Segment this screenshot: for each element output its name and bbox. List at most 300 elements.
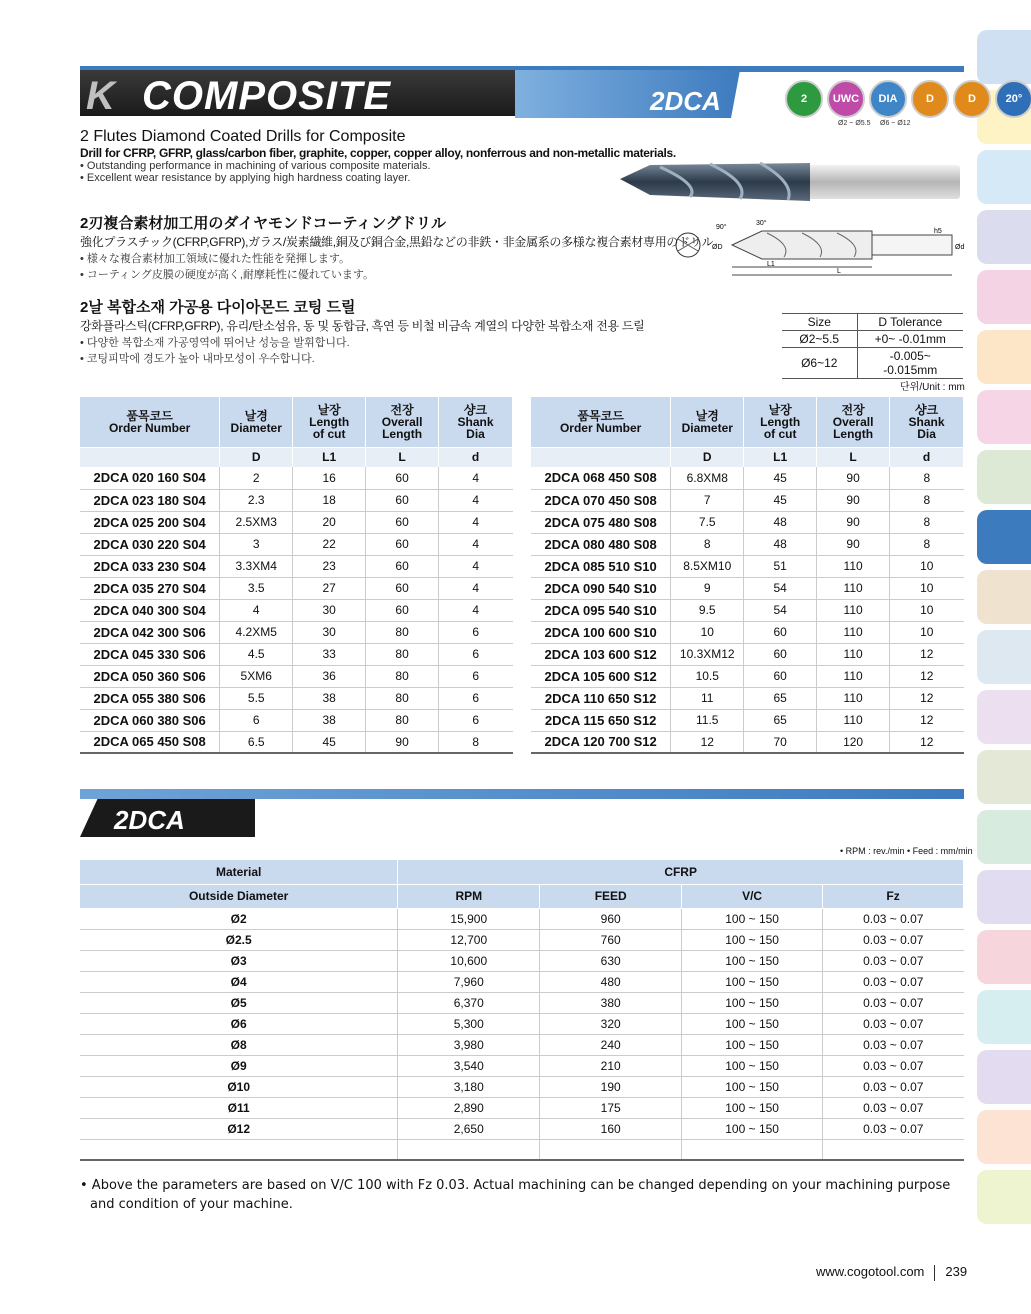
tolerance-header: [782, 314, 963, 331]
diameter-header-kr: 날경: [244, 408, 268, 423]
badge-caption-small: Ø2 ~ Ø5.5: [838, 120, 871, 127]
spec-cell: 2DCA 110 650 S12: [531, 687, 671, 709]
length-of-cut-header: [744, 397, 817, 447]
feature-badge: 2: [785, 80, 823, 118]
cutting-cell: 0.03 ~ 0.07: [823, 1013, 964, 1034]
table-row: [531, 665, 964, 687]
table-row: [80, 1139, 964, 1160]
angle-30: 30°: [756, 220, 767, 227]
spec-cell: 10: [671, 621, 744, 643]
jp-description: 強化プラスチック(CFRP,GFRP),ガラス/炭素繊維,銅及び銅合金,黒鉛などの非鉄・非金属系の多様な複合素材専用のドリル: [80, 235, 714, 249]
cutting-cell: Ø2: [80, 908, 398, 929]
section-tab[interactable]: [977, 930, 1031, 984]
table-row: [531, 599, 964, 621]
cutting-cell: 480: [540, 971, 682, 992]
spec-cell: 38: [293, 687, 366, 709]
spec-cell: 10: [890, 599, 964, 621]
en-bullet: • Excellent wear resistance by applying high hardness coating layer.: [80, 172, 676, 184]
table-row: [80, 1118, 964, 1139]
cutting-cell: [823, 1139, 964, 1160]
order-header-kr: 품목코드: [126, 408, 173, 423]
cutting-cell: 0.03 ~ 0.07: [823, 992, 964, 1013]
spec-cell: 60: [366, 533, 439, 555]
feature-badge: 20°: [995, 80, 1031, 118]
cutting-cell: 12,700: [398, 929, 540, 950]
spec-cell: 90: [817, 511, 890, 533]
cutting-cell: 175: [540, 1097, 682, 1118]
spec-cell: 60: [366, 599, 439, 621]
spec-cell: 18: [293, 489, 366, 511]
spec-cell: 6: [439, 621, 513, 643]
spec-cell: 4: [439, 533, 513, 555]
table-row: [80, 1097, 964, 1118]
table-row: [80, 489, 513, 511]
cutting-cell: Ø9: [80, 1055, 398, 1076]
spec-cell: 8: [671, 533, 744, 555]
spec-cell: 27: [293, 577, 366, 599]
spec-cell: 11.5: [671, 709, 744, 731]
sub-l1: L1: [293, 447, 366, 467]
cutting-cell: Ø11: [80, 1097, 398, 1118]
spec-cell: 60: [744, 621, 817, 643]
tolerance-value: +0~ -0.01mm: [857, 331, 963, 348]
spec-cell: 2DCA 042 300 S06: [80, 621, 220, 643]
spec-cell: 5XM6: [220, 665, 293, 687]
spec-cell: 9.5: [671, 599, 744, 621]
cutting-cell: 3,180: [398, 1076, 540, 1097]
cutting-header-cell: FEED: [540, 884, 682, 908]
cutting-cell: 0.03 ~ 0.07: [823, 1055, 964, 1076]
feature-badges: [785, 80, 1031, 118]
spec-cell: 10: [890, 555, 964, 577]
table-row: [80, 467, 513, 489]
table-row: [531, 709, 964, 731]
oal-header-kr: 전장: [390, 402, 414, 417]
section-tab[interactable]: [977, 870, 1031, 924]
table-row: [531, 489, 964, 511]
oal-header-en: Overall: [832, 414, 874, 429]
section-tab[interactable]: [977, 1170, 1031, 1224]
spec-cell: 60: [744, 665, 817, 687]
jp-title: 2刃複合素材加工用のダイヤモンドコーティングドリル: [80, 215, 446, 232]
unit-label: 단위/Unit : mm: [900, 382, 965, 393]
cutting-cell: 100 ~ 150: [682, 908, 823, 929]
cutting-cell: Ø3: [80, 950, 398, 971]
cutting-cell: 100 ~ 150: [682, 1013, 823, 1034]
order-header-kr: 품목코드: [577, 408, 624, 423]
cutting-cell: 100 ~ 150: [682, 1055, 823, 1076]
units-legend: • RPM : rev./min • Feed : mm/min: [840, 846, 973, 856]
table-row: [80, 511, 513, 533]
cutting-cell: Ø10: [80, 1076, 398, 1097]
shank-header-en2: Dia: [917, 426, 936, 441]
spec-cell: 11: [671, 687, 744, 709]
diameter-header-en: Diameter: [681, 420, 733, 435]
cutting-conditions-table: [80, 860, 964, 1161]
spec-cell: 120: [817, 731, 890, 753]
table-row: [80, 908, 964, 929]
spec-cell: 30: [293, 599, 366, 621]
section-tab[interactable]: [977, 1110, 1031, 1164]
spec-cell: 2DCA 065 450 S08: [80, 731, 220, 753]
cutting-cell: Ø5: [80, 992, 398, 1013]
order-number-header: [80, 397, 220, 447]
spec-cell: 8: [890, 511, 964, 533]
od-label: ØD: [712, 244, 723, 251]
spec-cell: 33: [293, 643, 366, 665]
shank-header-en: Shank: [457, 414, 494, 429]
cutting-cell: 0.03 ~ 0.07: [823, 908, 964, 929]
spec-cell: 110: [817, 621, 890, 643]
cutting-cell: Ø8: [80, 1034, 398, 1055]
table-row: [80, 1055, 964, 1076]
korean-intro: [80, 296, 644, 366]
loc-header-en: Length: [760, 414, 801, 429]
tolerance-size: Ø2~5.5: [782, 331, 857, 348]
spec-cell: 12: [890, 643, 964, 665]
spec-cell: 2DCA 100 600 S10: [531, 621, 671, 643]
table-row: [80, 599, 513, 621]
en-bullet: • Outstanding performance in machining of various composite materials.: [80, 160, 676, 172]
tolerance-header-size: Size: [782, 314, 857, 331]
l1-label: L1: [767, 261, 775, 268]
spec-cell: 30: [293, 621, 366, 643]
brand-title: COMPOSITE: [142, 74, 392, 118]
section-tab[interactable]: [977, 330, 1031, 384]
overall-length-header: [817, 397, 890, 447]
cutting-cell: 0.03 ~ 0.07: [823, 950, 964, 971]
shank-header-kr: 샹크: [914, 402, 939, 417]
order-header-en: Order Number: [108, 420, 191, 435]
oal-header-en: Overall: [381, 414, 423, 429]
spec-cell: 6: [439, 687, 513, 709]
spec-cell: 2DCA 030 220 S04: [80, 533, 220, 555]
table-row: [80, 709, 513, 731]
tolerance-row: [782, 331, 963, 348]
cutting-header-cell: Outside Diameter: [80, 884, 398, 908]
spec-cell: 60: [366, 511, 439, 533]
spec-cell: 7: [671, 489, 744, 511]
length-of-cut-header: [293, 397, 366, 447]
spec-cell: 2: [220, 467, 293, 489]
section-tab[interactable]: [977, 210, 1031, 264]
japanese-intro: [80, 212, 713, 282]
cutting-cell: 0.03 ~ 0.07: [823, 1118, 964, 1139]
spec-cell: 6: [439, 709, 513, 731]
spec-cell: 6: [220, 709, 293, 731]
page-number: 239: [945, 1264, 968, 1279]
table-row: [80, 643, 513, 665]
spec-cell: 10.3XM12: [671, 643, 744, 665]
spec-cell: 2DCA 105 600 S12: [531, 665, 671, 687]
table-row: [80, 1076, 964, 1097]
cutting-cell: Ø12: [80, 1118, 398, 1139]
cutting-cell: 3,980: [398, 1034, 540, 1055]
spec-cell: 2DCA 103 600 S12: [531, 643, 671, 665]
cutting-cell: [80, 1139, 398, 1160]
tolerance-row: [782, 348, 963, 379]
cutting-header-rule: [80, 789, 964, 799]
cutting-cell: 2,650: [398, 1118, 540, 1139]
cutting-cell: [682, 1139, 823, 1160]
sub-d: D: [220, 447, 293, 467]
spec-cell: 4: [439, 511, 513, 533]
cutting-cell: [540, 1139, 682, 1160]
spec-cell: 110: [817, 577, 890, 599]
cutting-cell: 100 ~ 150: [682, 929, 823, 950]
spec-cell: 38: [293, 709, 366, 731]
spec-cell: 2DCA 050 360 S06: [80, 665, 220, 687]
spec-cell: 2DCA 090 540 S10: [531, 577, 671, 599]
spec-cell: 12: [890, 687, 964, 709]
drill-photo: [620, 155, 965, 215]
sub-shank-d: d: [439, 447, 513, 467]
spec-cell: 60: [366, 467, 439, 489]
kr-bullet: • 다양한 복합소재 가공영역에 뛰어난 성능을 발휘합니다.: [80, 334, 644, 350]
cutting-cell: 100 ~ 150: [682, 1076, 823, 1097]
brand-box: [80, 70, 515, 116]
spec-cell: 90: [366, 731, 439, 753]
cutting-cell: 3,540: [398, 1055, 540, 1076]
spec-cell: 60: [744, 643, 817, 665]
spec-cell: 6.5: [220, 731, 293, 753]
table-row: [80, 555, 513, 577]
spec-cell: 80: [366, 709, 439, 731]
spec-cell: 2DCA 040 300 S04: [80, 599, 220, 621]
page-header: [80, 66, 1023, 127]
spec-table-right: [531, 397, 964, 754]
english-intro: [80, 128, 676, 184]
loc-header-en2: of cut: [312, 426, 346, 441]
product-code: 2DCA: [650, 86, 721, 116]
drill-outline: [732, 231, 872, 259]
cutting-header-cell: RPM: [398, 884, 540, 908]
section-tab[interactable]: [977, 510, 1031, 564]
spec-cell: 7.5: [671, 511, 744, 533]
shank-outline: [872, 235, 952, 255]
oal-header-en2: Length: [833, 426, 874, 441]
spec-cell: 8.5XM10: [671, 555, 744, 577]
spec-cell: 2DCA 035 270 S04: [80, 577, 220, 599]
section-tab[interactable]: [977, 450, 1031, 504]
table-row: [531, 577, 964, 599]
diameter-header: [220, 397, 293, 447]
spec-cell: 4: [220, 599, 293, 621]
cutting-cell: 380: [540, 992, 682, 1013]
spec-cell: 36: [293, 665, 366, 687]
spec-cell: 2DCA 080 480 S08: [531, 533, 671, 555]
section-tab[interactable]: [977, 810, 1031, 864]
table-row: [80, 929, 964, 950]
kr-description: 강화플라스틱(CFRP,GFRP), 유리/탄소섬유, 동 및 동합금, 흑연 등 비철 비금속 계열의 다양한 복합소재 전용 드릴: [80, 319, 645, 333]
cutting-cell: 100 ~ 150: [682, 1097, 823, 1118]
spec-cell: 4: [439, 489, 513, 511]
spec-cell: 2DCA 085 510 S10: [531, 555, 671, 577]
spec-cell: 2DCA 020 160 S04: [80, 467, 220, 489]
table-row: [80, 1034, 964, 1055]
spec-cell: 4: [439, 599, 513, 621]
cutting-header-row: [80, 884, 964, 908]
section-tab[interactable]: [977, 150, 1031, 204]
footnote-line-1: • Above the parameters are based on V/C 100 with Fz 0.03. Actual machining can be changed depending on your machining purpose: [80, 1178, 951, 1193]
order-number-header: [531, 397, 671, 447]
cutting-cell: 760: [540, 929, 682, 950]
footnote: [80, 1176, 950, 1214]
spec-cell: 65: [744, 709, 817, 731]
cutting-cell: 160: [540, 1118, 682, 1139]
feature-badge: D: [911, 80, 949, 118]
spec-cell: 10.5: [671, 665, 744, 687]
cutting-cell: 10,600: [398, 950, 540, 971]
spec-cell: 2DCA 095 540 S10: [531, 599, 671, 621]
diameter-header: [671, 397, 744, 447]
section-tab[interactable]: [977, 690, 1031, 744]
spec-cell: 60: [366, 489, 439, 511]
sub-d: D: [671, 447, 744, 467]
table-row: [80, 992, 964, 1013]
table-row: [80, 971, 964, 992]
table-row: [531, 731, 964, 753]
section-tab[interactable]: [977, 390, 1031, 444]
spec-cell: 8: [890, 533, 964, 555]
oal-header-en2: Length: [382, 426, 423, 441]
website-link[interactable]: www.cogotool.com: [816, 1264, 925, 1279]
spec-cell: 3.5: [220, 577, 293, 599]
spec-cell: 6.8XM8: [671, 467, 744, 489]
spec-cell: 48: [744, 511, 817, 533]
spec-cell: 2DCA 070 450 S08: [531, 489, 671, 511]
spec-cell: 12: [890, 665, 964, 687]
table-row: [531, 555, 964, 577]
l-label: L: [837, 268, 841, 275]
spec-cell: 8: [890, 467, 964, 489]
spec-cell: 2DCA 120 700 S12: [531, 731, 671, 753]
spec-cell: 4.2XM5: [220, 621, 293, 643]
spec-subheader-row: [531, 447, 964, 467]
badge-caption-large: Ø6 ~ Ø12: [880, 120, 911, 127]
h5-label: h5: [934, 228, 942, 235]
k-logo-letter: K: [86, 74, 115, 118]
section-tab[interactable]: [977, 750, 1031, 804]
spec-cell: 8: [439, 731, 513, 753]
footnote-line-2: and condition of your machine.: [90, 1197, 293, 1212]
drill-shank: [800, 165, 960, 199]
shank-header-en2: Dia: [466, 426, 485, 441]
cutting-cell: Ø6: [80, 1013, 398, 1034]
drill-flute: [620, 163, 810, 201]
table-row: [531, 467, 964, 489]
table-row: [80, 687, 513, 709]
spec-cell: 2DCA 033 230 S04: [80, 555, 220, 577]
spec-cell: 45: [293, 731, 366, 753]
cutting-cell: Ø4: [80, 971, 398, 992]
spec-header-row: [531, 397, 964, 447]
spec-cell: 12: [890, 731, 964, 753]
table-row: [80, 665, 513, 687]
section-tab[interactable]: [977, 30, 1031, 84]
spec-cell: 2DCA 045 330 S06: [80, 643, 220, 665]
table-row: [531, 511, 964, 533]
sub-l1: L1: [744, 447, 817, 467]
feature-badge: UWC: [827, 80, 865, 118]
spec-cell: 2DCA 055 380 S06: [80, 687, 220, 709]
overall-length-header: [366, 397, 439, 447]
section-tab[interactable]: [977, 570, 1031, 624]
spec-cell: 110: [817, 555, 890, 577]
kr-title: 2날 복합소재 가공용 다이아몬드 코팅 드릴: [80, 299, 356, 316]
spec-cell: 2DCA 060 380 S06: [80, 709, 220, 731]
table-row: [80, 731, 513, 753]
spec-cell: 3: [220, 533, 293, 555]
spec-cell: 90: [817, 489, 890, 511]
spec-cell: 10: [890, 577, 964, 599]
cutting-cell: 2,890: [398, 1097, 540, 1118]
cutting-cell: 6,370: [398, 992, 540, 1013]
section-tab[interactable]: [977, 1050, 1031, 1104]
table-row: [531, 687, 964, 709]
spec-cell: 2DCA 023 180 S04: [80, 489, 220, 511]
cutting-cell: 0.03 ~ 0.07: [823, 1034, 964, 1055]
jp-bullet: • コーティング皮膜の硬度が高く,耐摩耗性に優れています。: [80, 266, 713, 282]
cutting-cell: 100 ~ 150: [682, 1034, 823, 1055]
spec-cell: 80: [366, 643, 439, 665]
spec-cell: 2.3: [220, 489, 293, 511]
spec-cell: 2DCA 025 200 S04: [80, 511, 220, 533]
spec-cell: 51: [744, 555, 817, 577]
cutting-cell: 0.03 ~ 0.07: [823, 929, 964, 950]
material-label: Material: [80, 860, 398, 884]
table-row: [80, 1013, 964, 1034]
cutting-cell: 15,900: [398, 908, 540, 929]
table-row: [80, 621, 513, 643]
cutting-cell: 5,300: [398, 1013, 540, 1034]
spec-cell: 60: [366, 577, 439, 599]
spec-cell: 4.5: [220, 643, 293, 665]
spec-cell: 6: [439, 665, 513, 687]
spec-cell: 110: [817, 687, 890, 709]
spec-cell: 110: [817, 665, 890, 687]
tolerance-table: [782, 313, 963, 379]
en-title: 2 Flutes Diamond Coated Drills for Composite: [80, 128, 406, 145]
table-row: [80, 577, 513, 599]
section-tab[interactable]: [977, 630, 1031, 684]
sub-l: L: [817, 447, 890, 467]
drill-diagram: [672, 217, 965, 279]
spec-cell: 22: [293, 533, 366, 555]
cutting-cell: [398, 1139, 540, 1160]
spec-subheader-row: [80, 447, 513, 467]
spec-cell: 12: [671, 731, 744, 753]
spec-cell: 65: [744, 687, 817, 709]
spec-sub-blank: [80, 447, 220, 467]
spec-cell: 110: [817, 599, 890, 621]
sub-l: L: [366, 447, 439, 467]
spec-cell: 110: [817, 643, 890, 665]
cutting-cell: 320: [540, 1013, 682, 1034]
cutting-cell: 100 ~ 150: [682, 1118, 823, 1139]
spec-cell: 5.5: [220, 687, 293, 709]
table-row: [531, 621, 964, 643]
spec-cell: 6: [439, 643, 513, 665]
section-tab[interactable]: [977, 270, 1031, 324]
spec-cell: 80: [366, 621, 439, 643]
kr-bullet: • 코팅피막에 경도가 높아 내마모성이 우수합니다.: [80, 350, 644, 366]
cutting-material-row: [80, 860, 964, 884]
section-tab[interactable]: [977, 990, 1031, 1044]
spec-cell: 2.5XM3: [220, 511, 293, 533]
cutting-header: [80, 789, 964, 837]
spec-cell: 20: [293, 511, 366, 533]
